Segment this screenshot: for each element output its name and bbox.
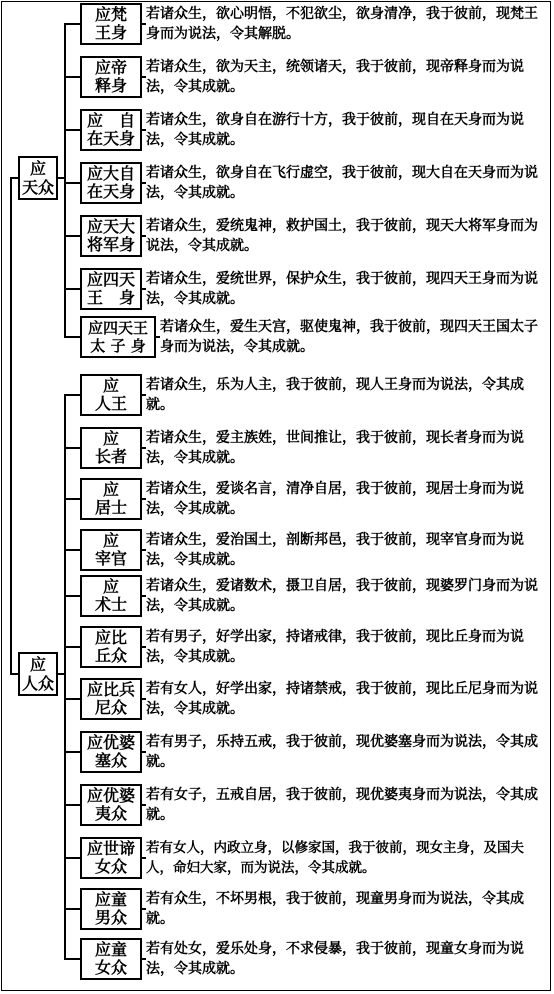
label-desc-connector-line — [142, 182, 146, 184]
item-label-box: 应优婆 塞众 — [80, 731, 142, 773]
label-desc-connector-line — [142, 23, 146, 25]
label-desc-connector-line — [142, 857, 146, 859]
item-label-box: 应比兵 尼众 — [80, 678, 142, 720]
item-description: 若诸众生，欲身自在飞行虚空，我于彼前，现大自在天身而为说法，令其成就。 — [146, 165, 538, 201]
item-connector-line — [64, 698, 80, 700]
item-description: 若诸众生，爱主族姓，世间推让，我于彼前，现长者身而为说法，令其成就。 — [146, 430, 524, 466]
label-desc-connector-line — [142, 595, 146, 597]
item-description: 若诸众生，欲心明悟，不犯欲尘，欲身清净，我于彼前，现梵王身而为说法，令其解脱。 — [146, 6, 538, 42]
item-connector-line — [64, 182, 80, 184]
label-desc-connector-line — [156, 336, 160, 338]
item-description: 若有女子，五戒自居，我于彼前，现优婆夷身而为说法，令其成就。 — [146, 787, 538, 823]
item-label-box: 应四天 王 身 — [80, 268, 142, 310]
item-connector-line — [64, 595, 80, 597]
item-description: 若有男子，好学出家，持诸戒律，我于彼前，现比丘身而为说法，令其成就。 — [146, 629, 524, 665]
item-connector-line — [64, 549, 80, 551]
item-connector-line — [64, 908, 80, 910]
item-label-box: 应帝 释身 — [80, 56, 142, 98]
item-label-box: 应世谛 女众 — [80, 837, 142, 879]
item-label-box: 应 居士 — [80, 478, 142, 520]
label-desc-connector-line — [142, 549, 146, 551]
item-label-box: 应大自 在天身 — [80, 162, 142, 204]
item-connector-line — [64, 235, 80, 237]
item-description: 若诸众生，爱诸数术，摄卫自居，我于彼前，现婆罗门身而为说法，令其成就。 — [146, 578, 538, 614]
main-trunk-line — [10, 178, 12, 674]
label-desc-connector-line — [142, 288, 146, 290]
item-label-box: 应四天王 太 子 身 — [80, 316, 156, 358]
item-description: 若诸众生，乐为人主，我于彼前，现人王身而为说法，令其成就。 — [146, 377, 524, 413]
item-description: 若有众生，不坏男根，我于彼前，现童男身而为说法，令其成就。 — [146, 891, 524, 927]
item-connector-line — [64, 336, 80, 338]
label-desc-connector-line — [142, 447, 146, 449]
item-label-box: 应 长者 — [80, 427, 142, 469]
label-desc-connector-line — [142, 751, 146, 753]
item-connector-line — [64, 129, 80, 131]
item-label-box: 应 人王 — [80, 374, 142, 416]
item-description: 若诸众生，爱生天宫，驱使鬼神，我于彼前，现四天王国太子身而为说法，令其成就。 — [160, 319, 538, 355]
label-desc-connector-line — [142, 235, 146, 237]
item-label-box: 应梵 王身 — [80, 3, 142, 45]
item-label-box: 应优婆 夷众 — [80, 784, 142, 826]
item-connector-line — [64, 23, 80, 25]
item-label-box: 应 自 在天身 — [80, 109, 142, 151]
item-connector-line — [64, 288, 80, 290]
root-stub-line — [10, 673, 18, 675]
item-label-box: 应童 男众 — [80, 888, 142, 930]
group-branch-line — [64, 24, 66, 338]
item-label-box: 应 宰官 — [80, 529, 142, 571]
label-desc-connector-line — [142, 698, 146, 700]
item-connector-line — [64, 958, 80, 960]
item-description: 若有女人，好学出家，持诸禁戒，我于彼前，现比丘尼身而为说法，令其成就。 — [146, 681, 538, 717]
item-description: 若有男子，乐持五戒，我于彼前，现优婆塞身而为说法，令其成就。 — [146, 734, 538, 770]
label-desc-connector-line — [142, 76, 146, 78]
item-connector-line — [64, 646, 80, 648]
item-description: 若有女人，内政立身，以修家国，我于彼前，现女主身，及国夫人，命妇大家，而为说法，令其成就。 — [146, 840, 524, 876]
group-title-box: 应 人众 — [18, 652, 58, 696]
item-description: 若有处女，爱乐处身，不求侵暴，我于彼前，现童女身而为说法，令其成就。 — [146, 941, 524, 977]
item-connector-line — [64, 498, 80, 500]
item-connector-line — [64, 751, 80, 753]
label-desc-connector-line — [142, 129, 146, 131]
label-desc-connector-line — [142, 908, 146, 910]
label-desc-connector-line — [142, 958, 146, 960]
item-label-box: 应童 女众 — [80, 938, 142, 980]
group-title-box: 应 天众 — [18, 156, 58, 200]
label-desc-connector-line — [142, 394, 146, 396]
item-connector-line — [64, 447, 80, 449]
item-connector-line — [64, 76, 80, 78]
item-label-box: 应 术士 — [80, 575, 142, 617]
label-desc-connector-line — [142, 646, 146, 648]
item-connector-line — [64, 394, 80, 396]
root-stub-line — [10, 177, 18, 179]
item-description: 若诸众生，欲身自在游行十方，我于彼前，现自在天身而为说法，令其成就。 — [146, 112, 524, 148]
item-label-box: 应比 丘众 — [80, 626, 142, 668]
item-description: 若诸众生，爱治国土，剖断邦邑，我于彼前，现宰官身而为说法，令其成就。 — [146, 532, 524, 568]
item-connector-line — [64, 804, 80, 806]
item-description: 若诸众生，爱统世界，保护众生，我于彼前，现四天王身而为说法，令其成就。 — [146, 271, 538, 307]
item-label-box: 应天大 将军身 — [80, 215, 142, 257]
item-connector-line — [64, 857, 80, 859]
group-branch-line — [64, 395, 66, 960]
label-desc-connector-line — [142, 804, 146, 806]
item-description: 若诸众生，爱谈名言，清净自居，我于彼前，现居士身而为说法，令其成就。 — [146, 481, 524, 517]
item-description: 若诸众生，欲为天主，统领诸天，我于彼前，现帝释身而为说法，令其成就。 — [146, 59, 524, 95]
label-desc-connector-line — [142, 498, 146, 500]
item-description: 若诸众生，爱统鬼神，救护国土，我于彼前，现天大将军身而为说法，令其成就。 — [146, 218, 538, 254]
